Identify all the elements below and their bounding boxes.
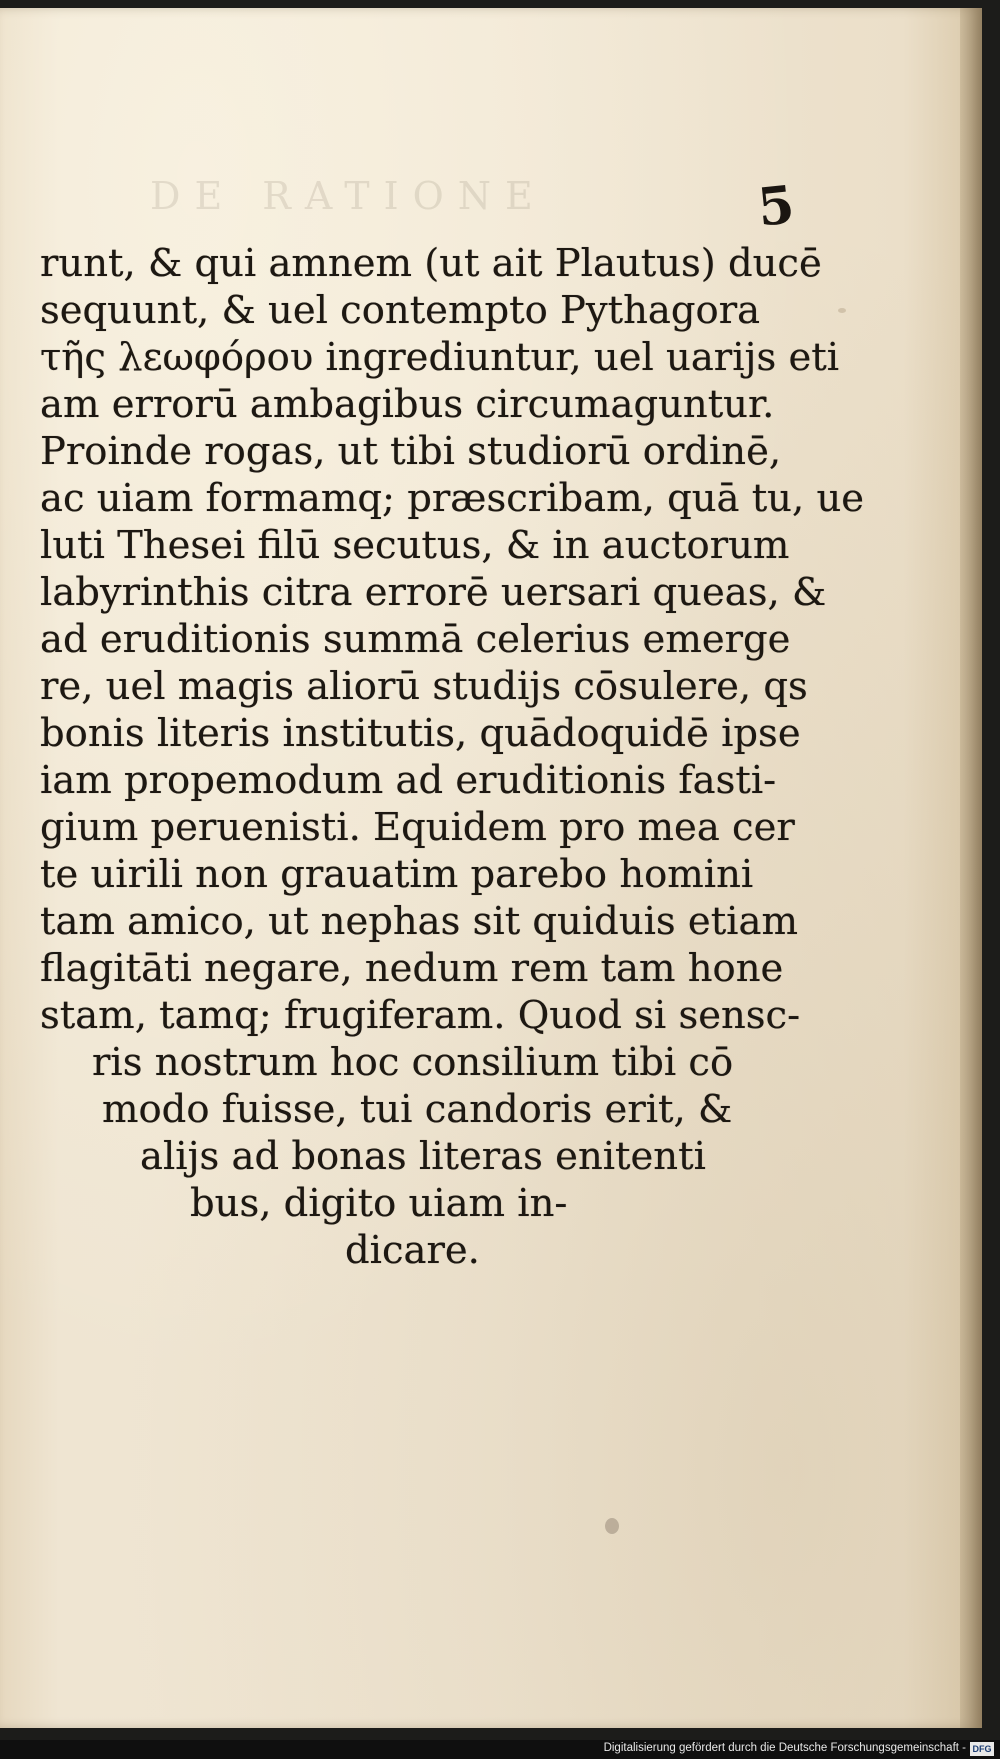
text-line: am errorū ambagibus circumaguntur. <box>40 382 775 427</box>
text-line: gium peruenisti. Equidem pro mea cer <box>40 805 795 850</box>
text-line: bonis literis institutis, quādoquidē ipse <box>40 711 801 756</box>
page-number: 5 <box>754 174 798 239</box>
text-line: stam, tamq; frugiferam. Quod si sensc- <box>40 993 801 1038</box>
book-page <box>0 8 982 1728</box>
text-line: re, uel magis aliorū studijs cōsulere, qs <box>40 664 808 709</box>
text-line: labyrinthis citra errorē uersari queas, & <box>40 570 827 615</box>
text-line: sequunt, & uel contempto Pythagora <box>40 288 761 333</box>
dfg-logo-icon: DFG <box>970 1742 994 1756</box>
text-line: dicare. <box>345 1228 480 1273</box>
text-line: ad eruditionis summā celerius emerge <box>40 617 791 662</box>
text-line: runt, & qui amnem (ut ait Plautus) ducē <box>40 241 822 286</box>
text-line: alijs ad bonas literas enitenti <box>140 1134 706 1179</box>
text-line: ris nostrum hoc consilium tibi cō <box>92 1040 734 1085</box>
ink-speck <box>605 1518 619 1534</box>
funding-credit: Digitalisierung gefördert durch die Deutsche Forschungsgemeinschaft - <box>603 1742 966 1754</box>
show-through-heading: DE RATIONE <box>150 174 547 218</box>
digitization-footer <box>0 1740 1000 1759</box>
text-line: Proinde rogas, ut tibi studiorū ordinē, <box>40 429 782 474</box>
text-line: luti Thesei filū secutus, & in auctorum <box>40 523 790 568</box>
text-line: modo fuisse, tui candoris erit, & <box>102 1087 733 1132</box>
page-edge-shadow <box>960 8 982 1728</box>
text-line: τῆς λεωφόρου ingrediuntur, uel uarijs eti <box>40 335 840 380</box>
body-text <box>40 240 865 1274</box>
text-line: flagitāti negare, nedum rem tam hone <box>40 946 784 991</box>
text-line: bus, digito uiam in- <box>190 1181 568 1226</box>
text-line: tam amico, ut nephas sit quiduis etiam <box>40 899 798 944</box>
text-line: te uirili non grauatim parebo homini <box>40 852 754 897</box>
text-line: iam propemodum ad eruditionis fasti- <box>40 758 777 803</box>
ink-speck <box>838 308 846 313</box>
text-line: ac uiam formamq; præscribam, quā tu, ue <box>40 476 865 521</box>
